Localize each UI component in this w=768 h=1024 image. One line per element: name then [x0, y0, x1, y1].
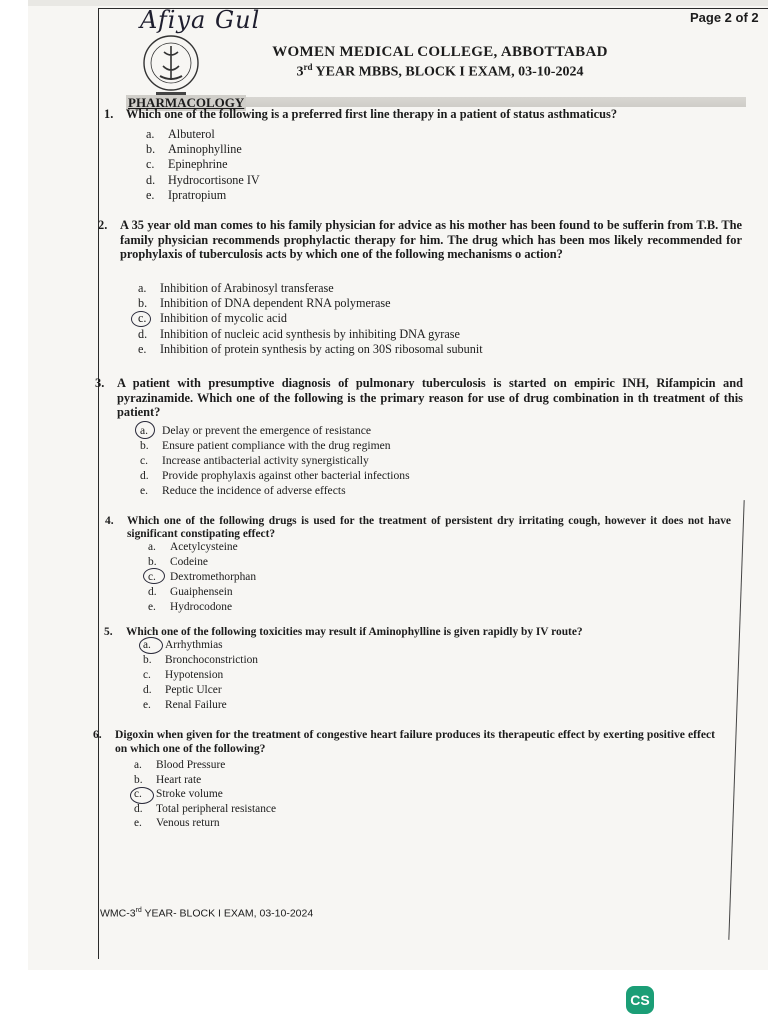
answer-mark-circle — [139, 637, 163, 654]
option-d: d. Guaiphensein — [148, 586, 233, 598]
question-stem: A 35 year old man comes to his family physician for advice as his mother has been found to be sufferin from T.B. The family physician recommends prophylactic therapy for him. The drug which has been mos likely recommended for prophylaxis of tuberculosis acts by which one of the following mechanisms o action? — [120, 218, 742, 262]
option-a: a. Blood Pressure — [134, 759, 226, 771]
option-d: d. Peptic Ulcer — [143, 684, 222, 696]
option-e: e. Ipratropium — [146, 187, 227, 202]
question-3-options — [140, 423, 410, 498]
option-e: e. Reduce the incidence of adverse effects — [140, 484, 346, 497]
question-4 — [105, 515, 731, 542]
answer-mark-circle — [131, 311, 151, 327]
option-d: d. Total peripheral resistance — [134, 802, 277, 815]
option-b: b. Heart rate — [134, 773, 202, 786]
subject-title: PHARMACOLOGY — [128, 95, 245, 110]
option-e: e. Hydrocodone — [148, 601, 232, 613]
option-c: c. Hypotension — [143, 669, 224, 681]
exam-header — [240, 44, 640, 81]
option-b: b. Inhibition of DNA dependent RNA polymerase — [138, 296, 391, 311]
option-b: b. Ensure patient compliance with the drug regimen — [140, 439, 391, 452]
college-name: WOMEN MEDICAL COLLEGE, ABBOTTABAD — [272, 44, 608, 60]
page-number: Page 2 of 2 — [690, 10, 759, 25]
option-d: d. Provide prophylaxis against other bacterial infections — [140, 469, 410, 482]
question-2 — [98, 218, 742, 262]
option-a: a. Delay or prevent the emergence of resistance — [140, 424, 372, 437]
question-stem: Which one of the following drugs is used for the treatment of persistent dry irritating cough, however it does not have significant constipating effect? — [127, 515, 731, 541]
question-2-options — [138, 281, 483, 357]
option-c: c. Inhibition of mycolic acid — [138, 311, 287, 326]
option-a: a. Inhibition of Arabinosyl transferase — [138, 281, 334, 295]
paper-top-edge — [28, 0, 768, 6]
option-a: a. Acetylcysteine — [148, 541, 238, 553]
question-number: 5. — [104, 626, 113, 638]
question-stem: Which one of the following is a preferred first line therapy in a patient of status asthmaticus? — [126, 107, 618, 121]
option-a: a. Albuterol — [146, 127, 215, 141]
college-logo-icon — [136, 30, 206, 100]
answer-mark-circle — [135, 421, 155, 439]
option-a: a. Arrhythmias — [143, 639, 223, 651]
option-b: b. Bronchoconstriction — [143, 654, 259, 666]
question-number: 1. — [104, 107, 114, 121]
exam-title: 3rd YEAR MBBS, BLOCK I EXAM, 03-10-2024 — [296, 62, 584, 80]
question-3 — [95, 376, 743, 420]
question-number: 6. — [93, 728, 102, 741]
answer-mark-circle — [130, 787, 154, 804]
question-1 — [104, 107, 686, 122]
question-stem: Digoxin when given for the treatment of congestive heart failure produces its therapeutic effect by exerting positive effect on which one of the following? — [115, 728, 715, 755]
question-number: 3. — [95, 376, 105, 390]
question-stem: Which one of the following toxicities may result if Aminophylline is given rapidly by IV route? — [126, 626, 583, 638]
option-d: d. Inhibition of nucleic acid synthesis by inhibiting DNA gyrase — [138, 326, 460, 341]
question-number: 4. — [105, 515, 114, 527]
option-c: c. Epinephrine — [146, 157, 228, 172]
camscanner-logo-icon: CS — [626, 986, 654, 1014]
handwritten-signature: Afiya Gul — [140, 6, 261, 34]
option-c: c. Increase antibacterial activity synergistically — [140, 454, 369, 467]
question-stem: A patient with presumptive diagnosis of pulmonary tuberculosis is started on empiric INH, Rifampicin and pyrazinamide. Which one of the following is the primary reason for use of drug combination in th treatment of this patient? — [117, 376, 743, 420]
option-e: e. Venous return — [134, 817, 220, 830]
option-e: e. Inhibition of protein synthesis by acting on 30S ribosomal subunit — [138, 341, 483, 356]
question-number: 2. — [98, 218, 108, 232]
page-footer: WMC-3rd YEAR- BLOCK I EXAM, 03-10-2024 — [100, 907, 314, 920]
option-b: b. Codeine — [148, 556, 208, 568]
question-6 — [93, 728, 715, 756]
option-b: b. Aminophylline — [146, 142, 242, 157]
question-1-options — [146, 127, 260, 203]
option-e: e. Renal Failure — [143, 699, 227, 711]
option-c: c. Dextromethorphan — [148, 571, 257, 583]
option-c: c. Stroke volume — [134, 788, 223, 801]
answer-mark-circle — [143, 568, 165, 584]
question-6-options — [134, 758, 276, 831]
option-d: d. Hydrocortisone IV — [146, 172, 260, 187]
